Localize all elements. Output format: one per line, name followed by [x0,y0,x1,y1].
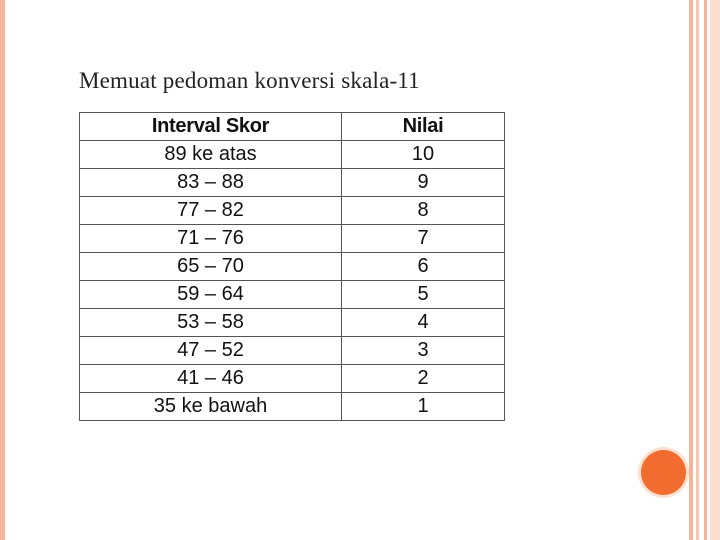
nilai-cell: 1 [342,393,505,421]
interval-cell: 41 – 46 [80,365,342,393]
column-header-nilai: Nilai [342,113,505,141]
nilai-cell: 5 [342,281,505,309]
table-row [80,393,505,421]
table-header-row [80,113,505,141]
interval-cell: 71 – 76 [80,225,342,253]
nilai-cell: 3 [342,337,505,365]
interval-cell: 65 – 70 [80,253,342,281]
right-stripe-decoration [704,0,707,540]
nilai-cell: 8 [342,197,505,225]
table-row [80,281,505,309]
interval-cell: 47 – 52 [80,337,342,365]
table-row [80,365,505,393]
slide-heading: Memuat pedoman konversi skala-11 [79,68,420,93]
nilai-cell: 2 [342,365,505,393]
interval-cell: 83 – 88 [80,169,342,197]
interval-cell: 89 ke atas [80,141,342,169]
interval-cell: 53 – 58 [80,309,342,337]
table-row [80,253,505,281]
orange-circle-decoration [641,450,686,495]
right-stripe-decoration [710,0,720,540]
interval-cell: 35 ke bawah [80,393,342,421]
nilai-cell: 7 [342,225,505,253]
nilai-cell: 9 [342,169,505,197]
table-row [80,309,505,337]
table-row [80,141,505,169]
conversion-table [79,112,505,421]
nilai-cell: 6 [342,253,505,281]
right-stripe-decoration [696,0,699,540]
table-row [80,337,505,365]
nilai-cell: 10 [342,141,505,169]
table-row [80,197,505,225]
table-row [80,225,505,253]
interval-cell: 59 – 64 [80,281,342,309]
column-header-interval: Interval Skor [80,113,342,141]
nilai-cell: 4 [342,309,505,337]
right-stripe-decoration [689,0,693,540]
table-row [80,169,505,197]
left-border-decoration [0,0,5,540]
interval-cell: 77 – 82 [80,197,342,225]
